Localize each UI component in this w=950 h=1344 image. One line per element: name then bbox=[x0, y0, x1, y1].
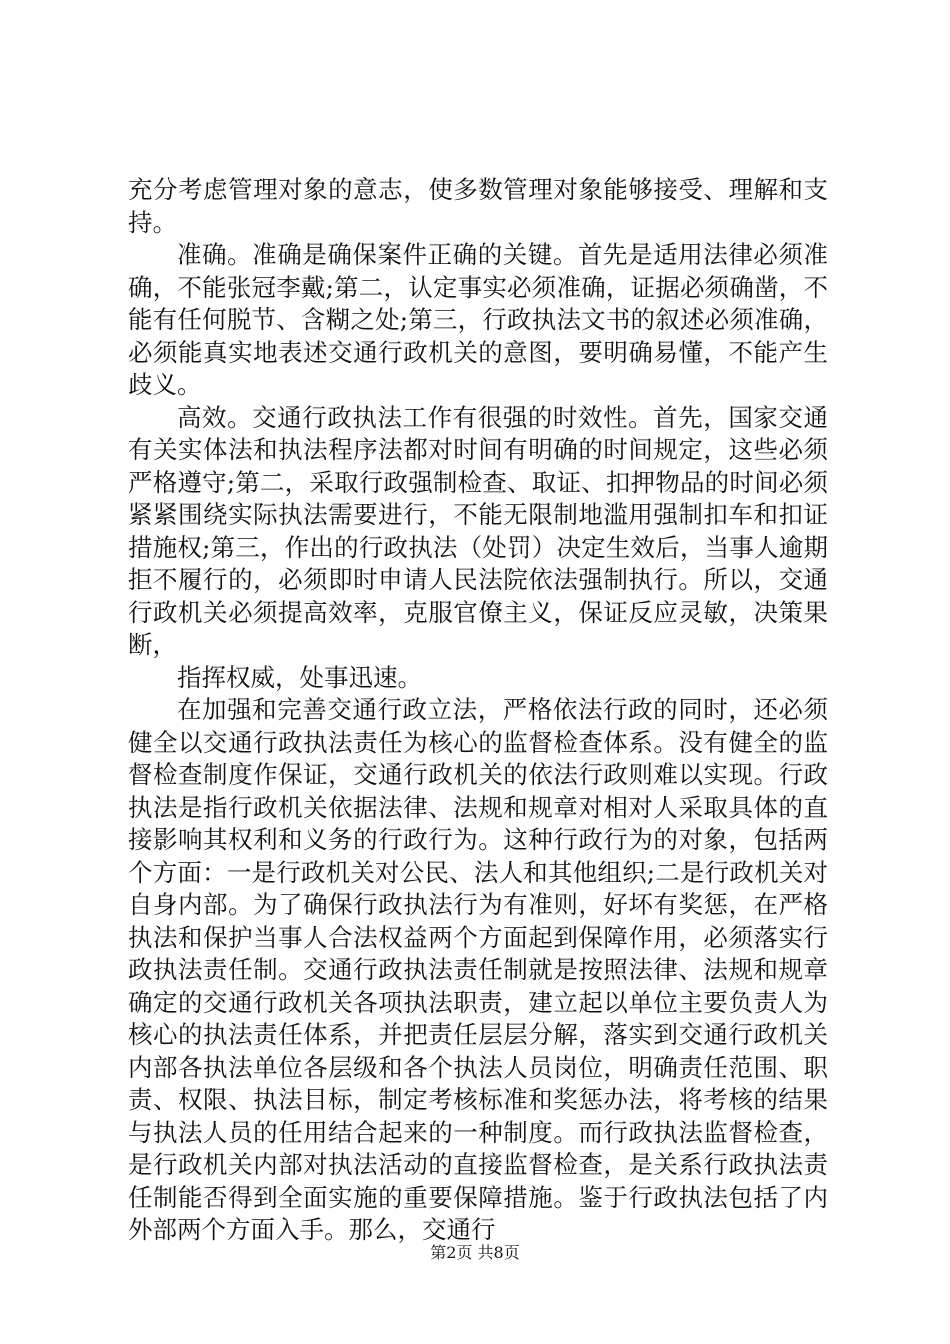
paragraph-continuation: 充分考虑管理对象的意志，使多数管理对象能够接受、理解和支持。 bbox=[128, 175, 828, 237]
page-footer: 第2页 共8页 bbox=[430, 1243, 520, 1262]
paragraph-accuracy: 准确。准确是确保案件正确的关键。首先是适用法律必须准确，不能张冠李戴;第二，认定事实必须准确，证据必须确凿，不能有任何脱节、含糊之处;第三，行政执法文书的叙述必须准确，必须能真实地表述交通行政机关的意图，要明确易懂，不能产生歧义。 bbox=[128, 240, 828, 399]
document-body bbox=[128, 174, 828, 1247]
paragraph-supervision: 在加强和完善交通行政立法，严格依法行政的同时，还必须健全以交通行政执法责任为核心的监督检查体系。没有健全的监督检查制度作保证，交通行政机关的依法行政则难以实现。行政执法是指行政机关依据法律、法规和规章对相对人采取具体的直接影响其权利和义务的行政行为。这种行政行为的对象，包括两个方面：一是行政机关对公民、法人和其他组织;二是行政机关对自身内部。为了确保行政执法行为有准则，好坏有奖惩，在严格执法和保护当事人合法权益两个方面起到保障作用，必须落实行政执法责任制。交通行政执法责任制就是按照法律、法规和规章确定的交通行政机关各项执法职责，建立起以单位主要负责人为核心的执法责任体系，并把责任层层分解，落实到交通行政机关内部各执法单位各层级和各个执法人员岗位，明确责任范围、职责、权限、执法目标，制定考核标准和奖惩办法，将考核的结果与执法人员的任用结合起来的一种制度。而行政执法监督检查，是行政机关内部对执法活动的直接监督检查，是关系行政执法责任制能否得到全面实施的重要保障措施。鉴于行政执法包括了内外部两个方面入手。那么，交通行 bbox=[128, 695, 828, 1244]
paragraph-efficiency: 高效。交通行政执法工作有很强的时效性。首先，国家交通有关实体法和执法程序法都对时间有明确的时间规定，这些必须严格遵守;第二，采取行政强制检查、取证、扣押物品的时间必须紧紧围绕实际执法需要进行，不能无限制地滥用强制扣车和扣证措施权;第三，作出的行政执法（处罚）决定生效后，当事人逾期拒不履行的，必须即时申请人民法院依法强制执行。所以，交通行政机关必须提高效率，克服官僚主义，保证反应灵敏，决策果断， bbox=[128, 402, 828, 659]
paragraph-command-authority: 指挥权威，处事迅速。 bbox=[177, 662, 422, 692]
